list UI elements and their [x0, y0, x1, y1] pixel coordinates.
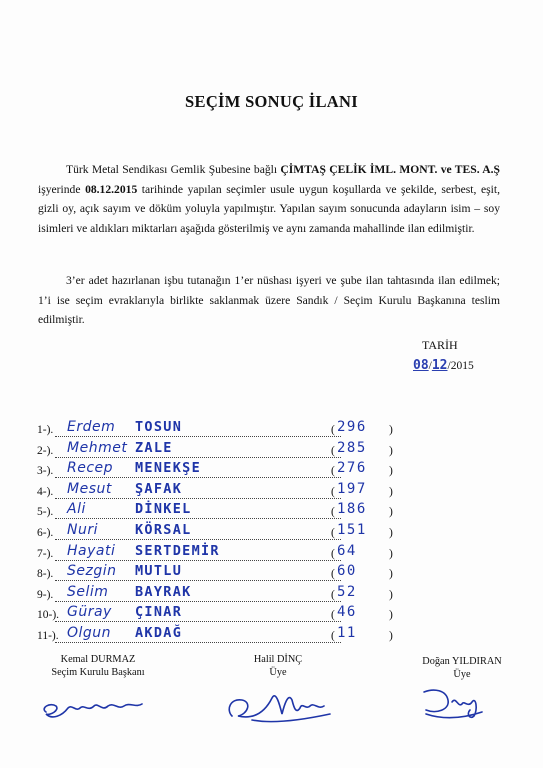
candidate-index: 10-). [37, 609, 60, 622]
signer-role: Seçim Kurulu Başkanı [51, 667, 145, 678]
open-paren: ( [331, 526, 335, 539]
candidate-last-name: BAYRAK [135, 583, 192, 600]
signature-block-chair [28, 653, 168, 679]
paragraph-2-text: 3’er adet hazırlanan işbu tutanağın 1’er nüshası işyeri ve şube ilan tahtasında ilan edilmek; 1’i ise seçim evraklarıyla birlikte saklanmak üzere Sandık / Seçim Kurulu Başkanına teslim edilmiştir. [38, 274, 500, 327]
dotted-line [55, 505, 341, 519]
candidate-last-name: KÖRSAL [135, 521, 192, 538]
close-paren: ) [389, 629, 393, 642]
candidate-votes: 46 [337, 604, 357, 621]
candidate-last-name: MENEKŞE [135, 460, 201, 477]
close-paren: ) [389, 568, 393, 581]
close-paren: ) [389, 526, 393, 539]
candidate-votes: 186 [337, 501, 367, 518]
candidate-index: 8-). [37, 568, 54, 581]
candidate-last-name: TOSUN [135, 419, 183, 435]
open-paren: ( [331, 424, 335, 436]
candidate-first-name: Mehmet [67, 439, 128, 456]
signer-name: Halil DİNÇ [253, 654, 303, 665]
signer-role: Üye [453, 669, 471, 680]
candidate-first-name: Selim [67, 583, 109, 600]
candidate-row [37, 480, 393, 503]
signature-block-member-1 [228, 653, 328, 679]
candidate-index: 6-). [37, 526, 54, 539]
candidate-list [37, 419, 393, 647]
candidate-first-name: Güray [67, 604, 112, 621]
candidate-votes: 11 [337, 624, 357, 641]
date-year: /2015 [447, 360, 474, 372]
signature-block-member-2 [402, 655, 522, 681]
candidate-row [37, 439, 393, 462]
company-name: ÇİMTAŞ ÇELİK İML. MONT. ve TES. A.Ş [280, 163, 500, 176]
candidate-last-name: ŞAFAK [135, 480, 183, 497]
candidate-votes: 52 [337, 583, 357, 600]
document-title: SEÇİM SONUÇ İLANI [185, 92, 358, 111]
close-paren: ) [389, 609, 393, 622]
candidate-votes: 60 [337, 563, 357, 580]
candidate-row [37, 583, 393, 606]
open-paren: ( [331, 609, 335, 622]
open-paren: ( [331, 547, 335, 560]
open-paren: ( [331, 588, 335, 601]
date-month: 12 [431, 358, 448, 373]
handwritten-signature-chair [38, 690, 148, 730]
candidate-index: 5-). [37, 506, 54, 519]
candidate-first-name: Recep [67, 460, 114, 477]
candidate-last-name: DİNKEL [135, 501, 192, 518]
candidate-votes: 197 [337, 480, 367, 497]
handwritten-signature-member-2 [418, 680, 488, 725]
signer-role: Üye [269, 667, 287, 678]
paragraph-1-text-a: Türk Metal Sendikası Gemlik Şubesine bağlı [66, 163, 281, 176]
candidate-votes: 296 [337, 419, 367, 435]
candidate-first-name: Hayati [67, 542, 116, 559]
election-date: 08.12.2015 [85, 182, 138, 196]
paragraph-2 [38, 271, 500, 330]
close-paren: ) [389, 547, 393, 560]
open-paren: ( [331, 444, 335, 457]
candidate-first-name: Nuri [67, 521, 98, 538]
paragraph-1-text-c: tarihinde yapılan seçimler usule uygun koşullarda ve şekilde, serbest, eşit, gizli oy, açık sayım ve döküm yoluyla yapılmıştır. Yapılan sayım sonucunda adayların isim – soy isimleri ve aldıkları miktarları aşağıda gösterilmiş ve aynı zamanda mahallinde ilan edilmiştir. [38, 182, 500, 236]
candidate-index: 4-). [37, 485, 54, 498]
candidate-index: 7-). [37, 547, 54, 560]
close-paren: ) [389, 465, 393, 478]
candidate-index: 3-). [37, 465, 54, 478]
handwritten-signature-member-1 [222, 680, 342, 730]
candidate-first-name: Mesut [67, 480, 112, 497]
date-field: 08/12/2015 [413, 358, 474, 373]
date-label: TARİH [422, 338, 458, 352]
paragraph-1-text-b: işyerinde [38, 182, 86, 196]
date-day: 08 [413, 358, 429, 373]
close-paren: ) [389, 485, 393, 498]
close-paren: ) [389, 424, 393, 436]
candidate-index: 1-). [37, 424, 54, 436]
signer-name: Doğan YILDIRAN [422, 656, 502, 667]
candidate-index: 11-). [37, 629, 59, 642]
close-paren: ) [389, 506, 393, 519]
close-paren: ) [389, 588, 393, 601]
open-paren: ( [331, 465, 335, 478]
candidate-last-name: SERTDEMİR [135, 542, 220, 559]
candidate-first-name: Erdem [67, 419, 116, 435]
open-paren: ( [331, 506, 335, 519]
candidate-row [37, 563, 393, 585]
candidate-votes: 276 [337, 460, 367, 477]
close-paren: ) [389, 444, 393, 457]
candidate-last-name: ÇINAR [135, 604, 183, 621]
candidate-last-name: ZALE [135, 439, 173, 456]
candidate-first-name: Sezgin [67, 563, 117, 580]
candidate-row [37, 521, 393, 544]
candidate-votes: 64 [337, 542, 357, 559]
signer-name: Kemal DURMAZ [60, 654, 136, 665]
candidate-row [37, 542, 393, 565]
candidate-first-name: Ali [67, 501, 86, 518]
open-paren: ( [331, 568, 335, 581]
candidate-last-name: AKDAĞ [135, 624, 183, 641]
candidate-last-name: MUTLU [135, 563, 183, 580]
candidate-row [37, 419, 393, 441]
candidate-index: 9-). [37, 588, 54, 601]
candidate-first-name: Olgun [67, 624, 112, 641]
candidate-votes: 285 [337, 439, 367, 456]
candidate-row [37, 501, 393, 523]
candidate-row [37, 624, 393, 647]
open-paren: ( [331, 629, 335, 642]
candidate-votes: 151 [337, 521, 367, 538]
open-paren: ( [331, 485, 335, 498]
paragraph-1 [38, 160, 500, 239]
candidate-index: 2-). [37, 444, 54, 457]
candidate-row [37, 604, 393, 626]
candidate-row [37, 460, 393, 482]
